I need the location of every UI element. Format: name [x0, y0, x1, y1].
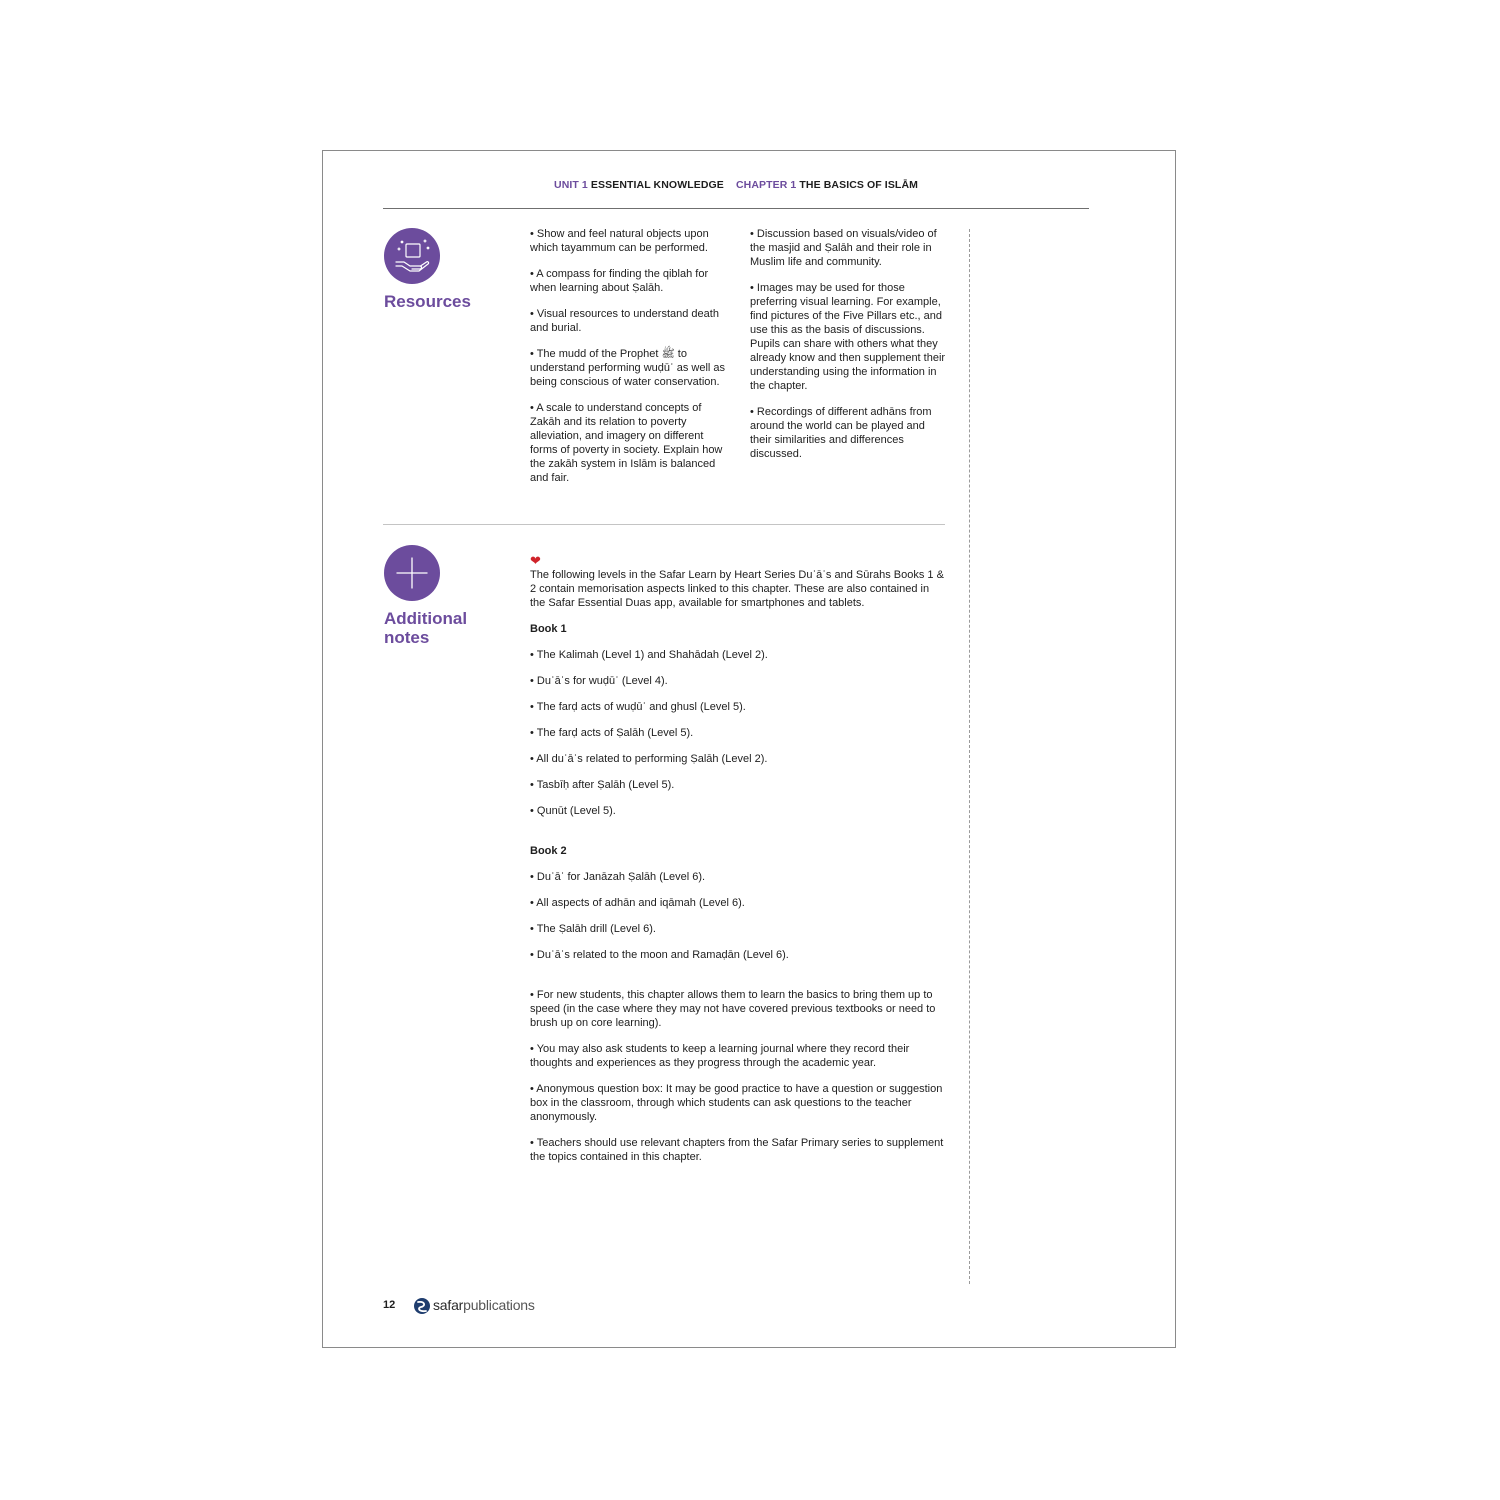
publisher-logo	[413, 1296, 553, 1316]
list-item: • For new students, this chapter allows them to learn the basics to bring them up to speed (in the case where they may not have covered previous textbooks or need to brush up on core learning).	[530, 989, 936, 1029]
list-item: • Duʿāʾs for wuḍūʾ (Level 4).	[530, 675, 668, 687]
logo-light: publications	[463, 1297, 535, 1313]
list-item: • The Kalimah (Level 1) and Shahādah (Level 2).	[530, 649, 768, 661]
running-header	[383, 179, 1089, 209]
list-item: • A compass for finding the qiblah for when learning about Ṣalāh.	[530, 268, 709, 294]
logo-bold: safar	[433, 1297, 464, 1313]
list-item: • The farḍ acts of wuḍūʾ and ghusl (Level 5).	[530, 701, 746, 713]
resources-right-column	[750, 227, 948, 473]
additional-notes-body	[530, 554, 945, 1176]
unit-title: ESSENTIAL KNOWLEDGE	[590, 179, 724, 191]
hand-holding-tablet-icon	[384, 228, 440, 284]
unit-label: UNIT 1	[554, 179, 588, 191]
list-item: • All duʿāʾs related to performing Ṣalāh (Level 2).	[530, 753, 768, 765]
document-page	[322, 150, 1176, 1348]
additional-notes-title-line2: notes	[384, 628, 430, 647]
book1-heading: Book 1	[530, 623, 567, 635]
section-divider	[383, 524, 945, 525]
safar-logo-icon	[413, 1297, 431, 1315]
spacer	[530, 830, 945, 844]
list-item: • Qunūt (Level 5).	[530, 805, 616, 817]
spacer	[530, 974, 945, 988]
list-item: • All aspects of adhān and iqāmah (Level 6).	[530, 897, 745, 909]
additional-notes-title-line1: Additional	[384, 609, 468, 628]
list-item: • You may also ask students to keep a learning journal where they record their thoughts and experiences as they progress through the academic year.	[530, 1043, 910, 1069]
chapter-title: THE BASICS OF ISLĀM	[799, 179, 918, 191]
list-item: • Visual resources to understand death and burial.	[530, 308, 719, 334]
heart-icon: ❤	[530, 553, 541, 568]
list-item: • Teachers should use relevant chapters from the Safar Primary series to supplement the topics contained in this chapter.	[530, 1137, 944, 1163]
margin-dashed-line	[969, 229, 970, 1284]
notes-intro: The following levels in the Safar Learn by Heart Series Duʿāʾs and Sūrahs Books 1 & 2 contain memorisation aspects linked to this chapter. These are also contained in the Safar Essential Duas app, available for smartphones and tablets.	[530, 569, 944, 609]
list-item: • Duʿāʾ for Janāzah Ṣalāh (Level 6).	[530, 871, 706, 883]
list-item: • The Ṣalāh drill (Level 6).	[530, 923, 656, 935]
additional-notes-title	[384, 609, 467, 647]
page-number: 12	[383, 1299, 396, 1311]
list-item: • Recordings of different adhāns from around the world can be played and their similarities and differences discussed.	[750, 406, 932, 460]
chapter-label: CHAPTER 1	[735, 179, 797, 191]
list-item: • Discussion based on visuals/video of the masjid and Ṣalāh and their role in Muslim life and community.	[750, 228, 937, 268]
book2-heading: Book 2	[530, 845, 567, 857]
list-item: • Images may be used for those preferring visual learning. For example, find pictures of the Five Pillars etc., and use this as the basis of discussions. Pupils can share with others what they already know and then supplement their understanding using the information in the chapter.	[750, 282, 946, 392]
resources-left-column	[530, 227, 730, 497]
list-item: • Duʿāʾs related to the moon and Ramaḍān (Level 6).	[530, 949, 789, 961]
list-item: • Tasbīḥ after Ṣalāh (Level 5).	[530, 779, 675, 791]
resources-title: Resources	[384, 292, 471, 311]
logo-wordmark	[433, 1297, 535, 1313]
list-item: • The farḍ acts of Ṣalāh (Level 5).	[530, 727, 694, 739]
list-item: • The mudd of the Prophet ﷺ to understand performing wuḍūʾ as well as being conscious of water conservation.	[530, 348, 726, 388]
plus-icon	[384, 545, 440, 601]
list-item: • Show and feel natural objects upon which tayammum can be performed.	[530, 228, 709, 254]
list-item: • Anonymous question box: It may be good practice to have a question or suggestion box in the classroom, through which students can ask questions to the teacher anonymously.	[530, 1083, 943, 1123]
list-item: • A scale to understand concepts of Zakāh and its relation to poverty alleviation, and imagery on different forms of poverty in society. Explain how the zakāh system in Islām is balanced and fair.	[530, 402, 723, 484]
